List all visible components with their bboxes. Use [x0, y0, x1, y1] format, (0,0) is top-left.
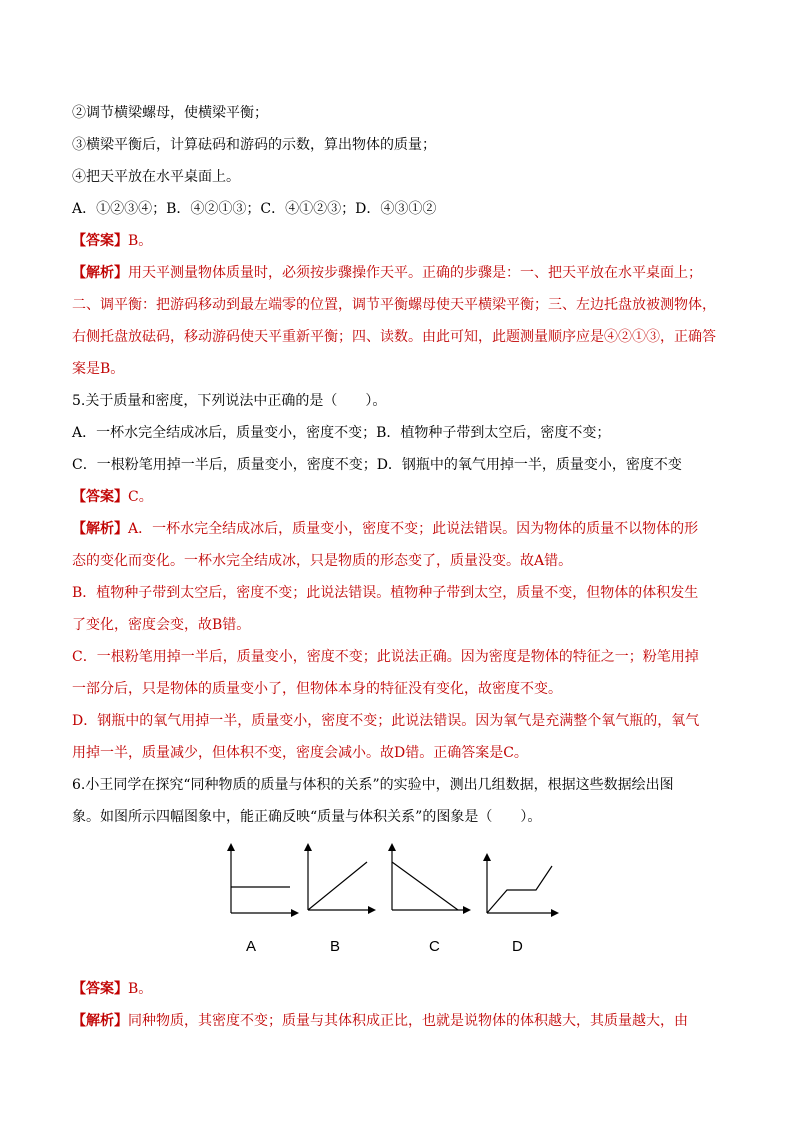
answer-tag: 【答案】	[72, 489, 128, 505]
analysis-text: A．一杯水完全结成冰后，质量变小，密度不变；此说法错误。因为物体的质量不以物体的形	[128, 521, 699, 537]
graph-a	[227, 843, 299, 917]
graph-label-a: A	[246, 938, 257, 955]
analysis-tag: 【解析】	[72, 521, 128, 537]
graph-label-c: C	[429, 938, 440, 955]
answer-value: B。	[128, 981, 153, 997]
step-3-text: ③横梁平衡后，计算砝码和游码的示数，算出物体的质量；	[72, 137, 436, 153]
answer-value: C。	[128, 489, 153, 505]
q4-options: A．①②③④；B．④②①③；C．④①②③；D．④③①②	[72, 201, 437, 217]
graph-c	[388, 843, 471, 914]
answer-tag: 【答案】	[72, 233, 128, 249]
graph-b-line	[308, 862, 367, 910]
graph-label-d: D	[512, 938, 523, 955]
q6-stem-line: 象。如图所示四幅图象中，能正确反映“质量与体积关系”的图象是（ ）。	[72, 809, 542, 825]
step-2-text: ②调节横梁螺母，使横梁平衡；	[72, 105, 268, 121]
q4-analysis-line: 二、调平衡：把游码移动到最左端零的位置，调节平衡螺母使天平横梁平衡；三、左边托盘放被测物体，	[72, 297, 716, 313]
q5-analysis-line: 用掉一半，质量减少，但体积不变，密度会减小。故D错。正确答案是C。	[72, 745, 528, 761]
q4-analysis-line: 右侧托盘放砝码，移动游码使天平重新平衡；四、读数。由此可知，此题测量顺序应是④②①③，正确答	[72, 329, 716, 345]
graph-d-line	[487, 866, 552, 913]
q5-analysis-line: D．钢瓶中的氧气用掉一半，质量变小，密度不变；此说法错误。因为氧气是充满整个氧气瓶的，氧气	[72, 713, 700, 729]
analysis-text: 用天平测量物体质量时，必须按步骤操作天平。正确的步骤是：一、把天平放在水平桌面上；	[128, 265, 702, 281]
q5-analysis-line: 态的变化而变化。一杯水完全结成冰，只是物质的形态变了，质量没变。故A错。	[72, 553, 573, 569]
answer-value: B。	[128, 233, 153, 249]
q5-option-line: C．一根粉笔用掉一半后，质量变小，密度不变；D．钢瓶中的氧气用掉一半，质量变小，密度不变	[72, 457, 682, 473]
q5-analysis-line: B．植物种子带到太空后，密度不变；此说法错误。植物种子带到太空，质量不变，但物体的体积发生	[72, 585, 699, 601]
graph-b	[304, 843, 376, 914]
graph-c-line	[392, 862, 458, 910]
step-4-text: ④把天平放在水平桌面上。	[72, 169, 240, 185]
analysis-tag: 【解析】	[72, 1013, 128, 1029]
q5-analysis-line: C．一根粉笔用掉一半后，质量变小，密度不变；此说法正确。因为密度是物体的特征之一；粉笔用掉	[72, 649, 699, 665]
q5-stem: 5.关于质量和密度，下列说法中正确的是（ ）。	[72, 393, 387, 409]
graph-label-b: B	[330, 938, 341, 955]
q6-stem-line: 6.小王同学在探究“同种物质的质量与体积的关系”的实验中，测出几组数据，根据这些数据绘出图	[72, 777, 674, 793]
q4-analysis-line: 案是B。	[72, 361, 125, 377]
answer-tag: 【答案】	[72, 981, 128, 997]
q5-analysis-line: 一部分后，只是物体的质量变小了，但物体本身的特征没有变化，故密度不变。	[72, 681, 562, 697]
q6-answer	[72, 979, 732, 999]
analysis-tag: 【解析】	[72, 265, 128, 281]
q6-analysis-line	[72, 1011, 732, 1031]
analysis-text: 同种物质，其密度不变；质量与其体积成正比，也就是说物体的体积越大，其质量越大，由	[128, 1013, 688, 1029]
q5-option-line: A．一杯水完全结成冰后，质量变小，密度不变；B．植物种子带到太空后，密度不变；	[72, 425, 611, 441]
graph-d	[483, 853, 559, 917]
q5-analysis-line: 了变化，密度会变，故B错。	[72, 617, 251, 633]
